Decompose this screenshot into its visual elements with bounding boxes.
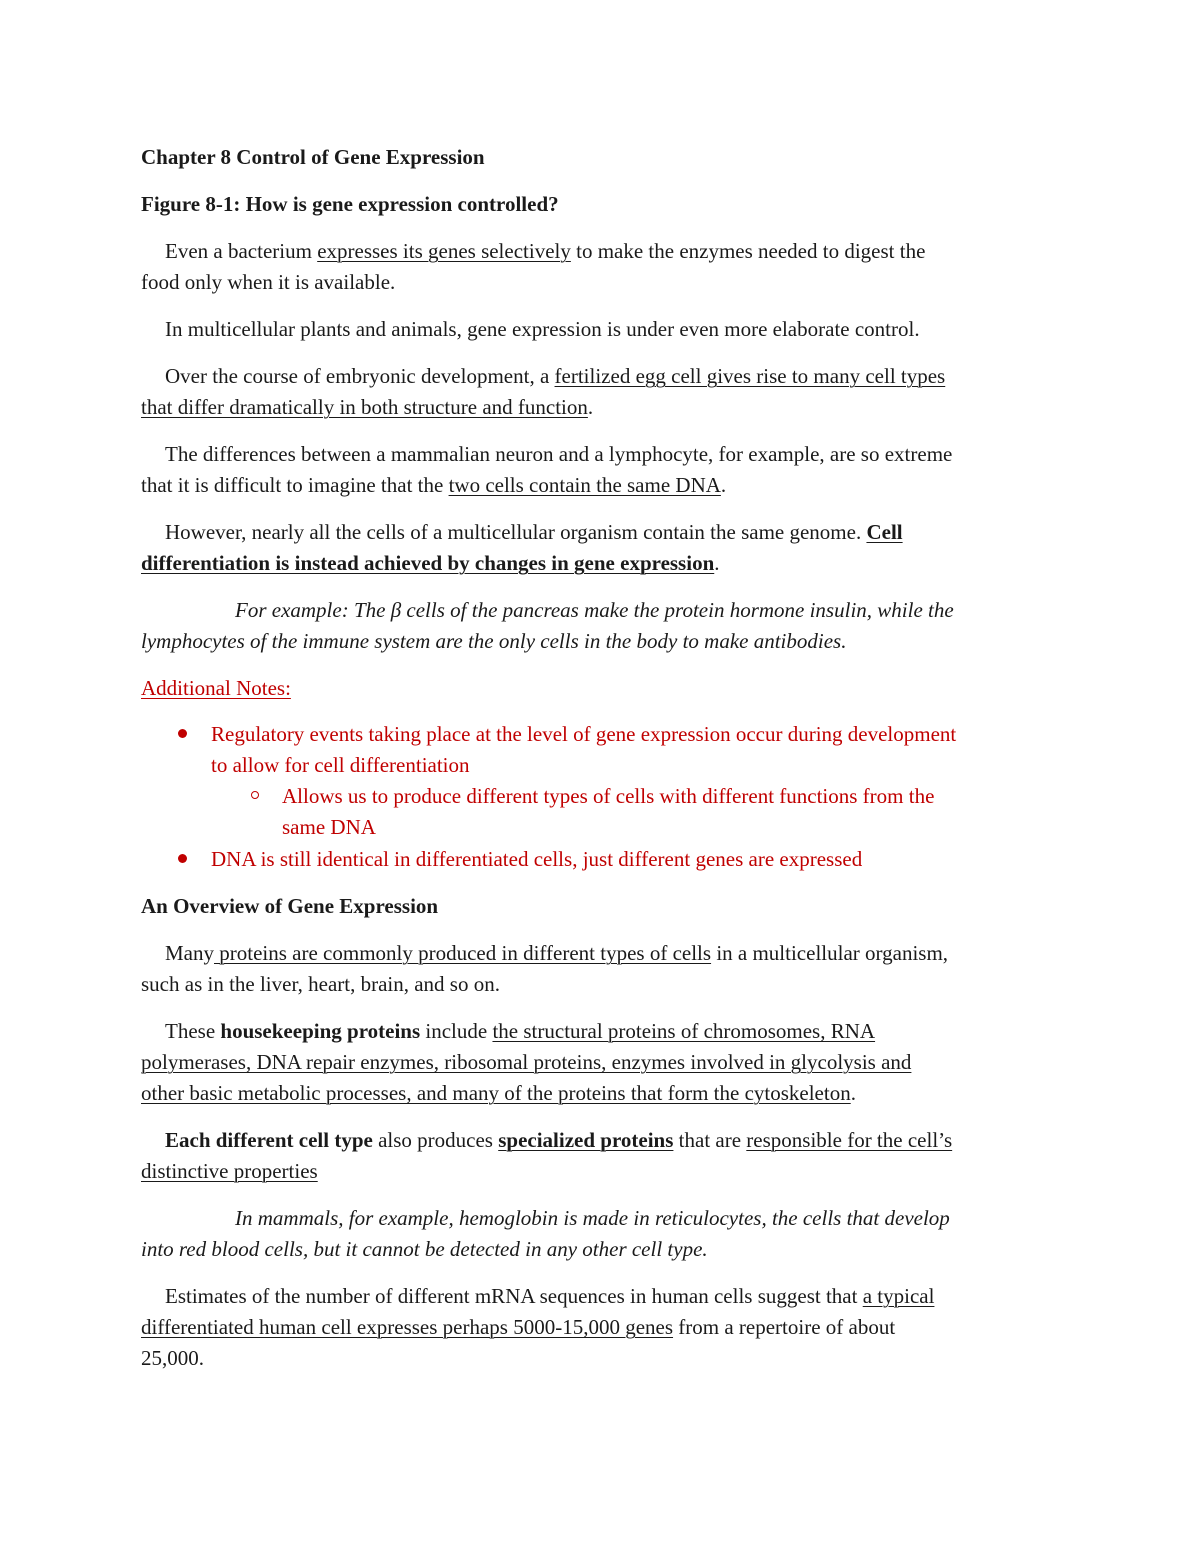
paragraph-line: food only when it is available. — [141, 270, 396, 294]
paragraph-line: differentiated human cell expresses perhaps 5000-15,000 genes from a repertoire of about — [141, 1315, 896, 1339]
paragraph-line: such as in the liver, heart, brain, and so on. — [141, 972, 500, 996]
sub-bullet-item-cont: same DNA — [282, 815, 376, 839]
paragraph-line: polymerases, DNA repair enzymes, ribosomal proteins, enzymes involved in glycolysis and — [141, 1050, 912, 1074]
bullet-dot-icon — [178, 854, 187, 863]
paragraph-line: In multicellular plants and animals, gene expression is under even more elaborate control. — [165, 317, 920, 341]
example-line: lymphocytes of the immune system are the only cells in the body to make antibodies. — [141, 629, 847, 653]
paragraph-line: The differences between a mammalian neuron and a lymphocyte, for example, are so extreme — [165, 442, 953, 466]
section-heading: An Overview of Gene Expression — [141, 894, 439, 918]
bullet-item-cont: to allow for cell differentiation — [211, 753, 470, 777]
paragraph-line: that it is difficult to imagine that the two cells contain the same DNA. — [141, 473, 727, 497]
paragraph-line: 25,000. — [141, 1346, 204, 1370]
paragraph-line: distinctive properties — [141, 1159, 318, 1183]
paragraph-line: other basic metabolic processes, and many of the proteins that form the cytoskeleton. — [141, 1081, 856, 1105]
paragraph-line: Many proteins are commonly produced in different types of cells in a multicellular organism, — [165, 941, 949, 965]
example-line: For example: The β cells of the pancreas make the protein hormone insulin, while the — [235, 598, 954, 622]
paragraph-line: Even a bacterium expresses its genes selectively to make the enzymes needed to digest the — [165, 239, 926, 263]
sub-bullet-item: Allows us to produce different types of cells with different functions from the — [282, 784, 935, 808]
notes-heading: Additional Notes: — [141, 676, 291, 700]
paragraph-line: These housekeeping proteins include the structural proteins of chromosomes, RNA — [165, 1019, 876, 1043]
paragraph-line: that differ dramatically in both structure and function. — [141, 395, 594, 419]
paragraph-line: However, nearly all the cells of a multicellular organism contain the same genome. Cell — [165, 520, 903, 544]
paragraph-line: Over the course of embryonic development, a fertilized egg cell gives rise to many cell types — [165, 364, 946, 388]
bullet-item: Regulatory events taking place at the level of gene expression occur during development — [211, 722, 957, 746]
figure-heading: Figure 8-1: How is gene expression controlled? — [141, 192, 559, 216]
bullet-item: DNA is still identical in differentiated cells, just different genes are expressed — [211, 847, 863, 871]
bullet-dot-icon — [178, 729, 187, 738]
chapter-title: Chapter 8 Control of Gene Expression — [141, 145, 485, 169]
sub-bullet-circle-icon — [251, 791, 259, 799]
example-line: In mammals, for example, hemoglobin is made in reticulocytes, the cells that develop — [235, 1206, 950, 1230]
paragraph-line: Estimates of the number of different mRNA sequences in human cells suggest that a typical — [165, 1284, 935, 1308]
example-line: into red blood cells, but it cannot be detected in any other cell type. — [141, 1237, 708, 1261]
paragraph-line: Each different cell type also produces specialized proteins that are responsible for the cell’s — [165, 1128, 953, 1152]
paragraph-line: differentiation is instead achieved by changes in gene expression. — [141, 551, 720, 575]
